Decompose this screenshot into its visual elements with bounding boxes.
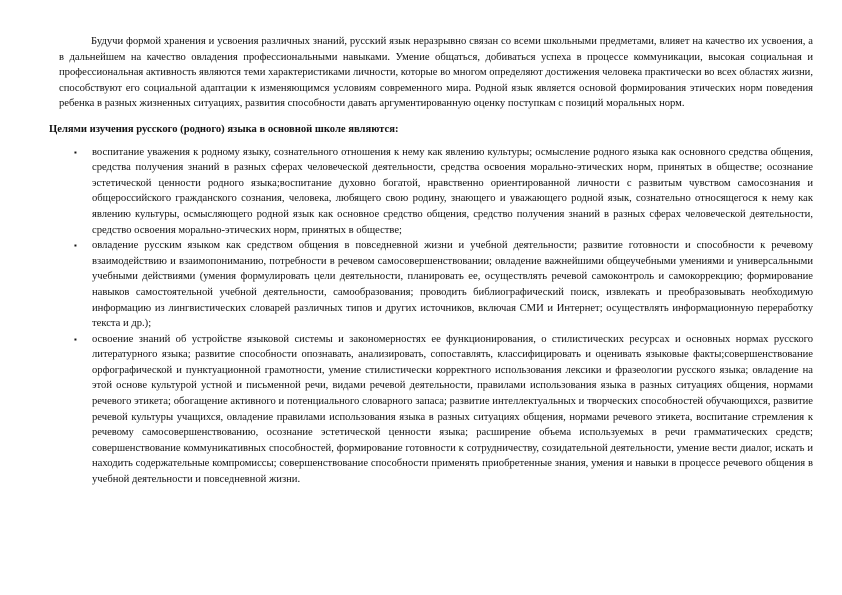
document-page [49, 34, 813, 488]
square-bullet-icon: ▪ [74, 241, 77, 251]
square-bullet-icon: ▪ [74, 334, 77, 344]
list-item-text: освоение знаний об устройстве языковой системы и закономерностях ее функционирования, о стилистических ресурсах и основных нормах русского литературного языка; развитие способности опознавать, анализировать, сопоставлять, классифицировать и оценивать языковые факты;совершенствование орфографической и пунктуационной грамотности, умение стилистически корректного использования лексики и фразеологии русского языка; овладение на этой основе культурой устной и письменной речи, видами речевой деятельности, правилами использования языка в разных ситуациях общения, нормами речевого этикета; обогащение активного и потенциального словарного запаса; развитие интеллектуальных и творческих способностей обучающихся, развитие речевой культуры учащихся, овладение правилами использования языка в разных ситуациях общения, нормами речевого этикета, воспитание стремления к речевому самосовершенствованию, осознание эстетической ценности языка; расширение объема используемых в речи грамматических средств; совершенствование коммуникативных способностей, формирование готовности к сотрудничеству, созидательной деятельности, умение вести диалог, искать и находить содержательные компромиссы; совершенствование способности применять приобретенные знания, умения и навыки в процессе речевого общения в учебной деятельности и повседневной жизни. [92, 333, 813, 486]
list-item-text: овладение русским языком как средством общения в повседневной жизни и учебной деятельности; развитие готовности и способности к речевому взаимодействию и взаимопониманию, потребности в речевом самосовершенствовании; овладение важнейшими общеучебными умениями и универсальными учебными действиями (умения формулировать цели деятельности, планировать ее, осуществлять речевой самоконтроль и самокоррекцию; формирование навыков самостоятельной учебной деятельности, самообразования; проводить библиографический поиск, извлекать и преобразовывать необходимую информацию из лингвистических словарей различных типов и других источников, включая СМИ и Интернет; осуществлять информационную переработку текста и др.); [92, 240, 813, 330]
goals-heading: Целями изучения русского (родного) языка в основной школе являются: [49, 123, 399, 135]
list-item [74, 238, 813, 332]
list-item [74, 332, 813, 488]
list-item [74, 145, 813, 239]
intro-paragraph: Будучи формой хранения и усвоения различных знаний, русский язык неразрывно связан со всеми школьными предметами, влияет на качество их усвоения, а в дальнейшем на качество овладения профессиональными навыками. Умение общаться, добиваться успеха в процессе коммуникации, высокая социальная и профессиональная активность являются теми характеристиками личности, которые во многом определяют достижения человека практически во всех областях жизни, способствуют его социальной адаптации к изменяющимся условиям современного мира. Родной язык является основой формирования этических норм поведения ребенка в разных жизненных ситуациях, развития способности давать аргументированную оценку поступкам с позиций моральных норм. [59, 36, 813, 110]
list-item-text: воспитание уважения к родному языку, сознательного отношения к нему как явлению культуры; осмысление родного языка как основного средства общения, средства получения знаний в разных сферах человеческой деятельности, средства освоения морально-этических норм, принятых в обществе; осознание эстетической ценности родного языка;воспитание духовно богатой, нравственно ориентированной личности с развитым чувством самосознания и общероссийского гражданского сознания, человека, любящего свою родину, знающего и уважающего родной язык, сознательно относящегося к нему как явлению культуры, осмысляющего родной язык как основное средство общения, средство получения знаний в разных сферах человеческой деятельности, средство освоения морально-этических норм, принятых в обществе; [92, 146, 813, 236]
goals-list [59, 145, 813, 488]
square-bullet-icon: ▪ [74, 147, 77, 157]
